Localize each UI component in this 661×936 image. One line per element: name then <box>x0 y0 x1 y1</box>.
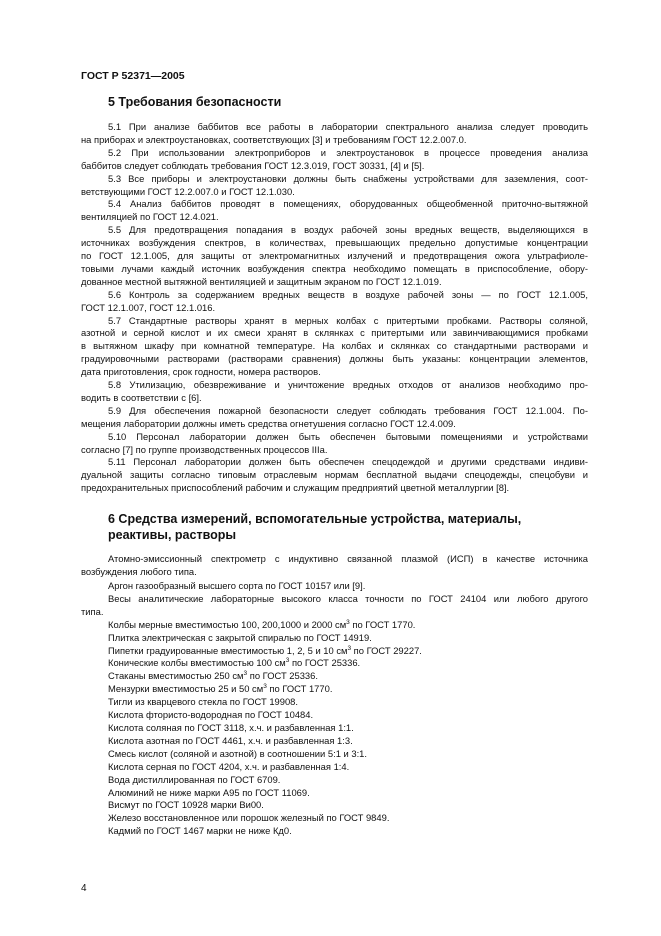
section-6-title-line2: реактивы, растворы <box>108 528 237 542</box>
list-item: Тигли из кварцевого стекла по ГОСТ 19908. <box>108 696 299 708</box>
paragraph-line: ветствующими ГОСТ 12.2.007.0 и ГОСТ 12.1.030. <box>81 185 295 197</box>
list-item: Конические колбы вместимостью 100 $см^3$ по ГОСТ 25336. <box>108 657 361 669</box>
section-5-paragraph <box>81 224 588 289</box>
list-item: Аргон газообразный высшего сорта по ГОСТ 10157 или [9]. <box>108 580 366 591</box>
paragraph-line: 5.9 Для обеспечения пожарной безопасности следует соблюдать требования ГОСТ 12.1.004. По- <box>108 404 588 416</box>
paragraph-line: 5.2 При использовании электроприборов и электроустановок в процессе проведения анализа <box>108 146 588 158</box>
document-header: ГОСТ Р 52371—2005 <box>81 70 185 82</box>
section-5-paragraph <box>81 173 588 199</box>
paragraph-line: вентиляцией по ГОСТ 12.4.021. <box>81 211 219 223</box>
paragraph-line: азотной и серной кислот и их смеси хранят в склянках с притертыми или завинчивающимися пробками <box>81 327 588 339</box>
section-5-title <box>108 94 281 110</box>
list-item: Вода дистиллированная по ГОСТ 6709. <box>108 773 281 785</box>
paragraph-line: на приборах и электроустановках, соответствующих [3] и требованиям ГОСТ 12.2.007.0. <box>81 133 467 145</box>
list-item: Кислота серная по ГОСТ 4204, х.ч. и разбавленная 1:4. <box>108 760 350 772</box>
paragraph-line: 5.3 Все приборы и электроустановки должны быть снабжены устройствами для заземления, соот- <box>108 172 588 184</box>
section-5-paragraph <box>81 121 588 147</box>
list-item: Кислота азотная по ГОСТ 4461, х.ч. и разбавленная 1:3. <box>108 734 353 746</box>
paragraph-line: 5.4 Анализ баббитов проводят в помещениях, оборудованных общеобменной приточно-вытяжной <box>108 198 588 210</box>
paragraph-line: дованное местной вытяжной вентиляцией и защитным экраном по ГОСТ 12.1.019. <box>81 275 442 287</box>
list-item: Плитка электрическая с закрытой спиралью по ГОСТ 14919. <box>108 631 372 643</box>
list-item: Пипетки градуированные вместимостью 1, 2, 5 и 10 $см^3$ по ГОСТ 29227. <box>108 644 422 656</box>
paragraph-line: 5.5 Для предотвращения попадания в воздух рабочей зоны вредных веществ, выделяющихся в <box>108 224 588 236</box>
section-5-paragraph <box>81 315 588 380</box>
list-item: Алюминий не ниже марки А95 по ГОСТ 11069. <box>108 786 310 798</box>
section-5-title-text: 5 Требования безопасности <box>108 95 282 109</box>
section-6-title-line1: 6 Средства измерений, вспомогательные устройства, материалы, <box>108 512 522 526</box>
section-5-paragraph <box>81 431 588 457</box>
paragraph-line: дуальной защиты согласно типовым отраслевым нормам бесплатной выдачи спецодежды, спецобуви и <box>81 469 588 481</box>
list-item: Мензурки вместимостью 25 и 50 $см^3$ по ГОСТ 1770. <box>108 683 333 695</box>
equipment-list <box>81 580 588 838</box>
list-item: Весы аналитические лабораторные высокого класса точности по ГОСТ 24104 или любого другого <box>108 592 588 604</box>
paragraph-line: 5.8 Утилизацию, обезвреживание и уничтожение вредных отходов от анализов необходимо про- <box>108 379 588 390</box>
section-5-paragraph <box>81 456 588 495</box>
list-item: Смесь кислот (соляной и азотной) в соотношении 5:1 и 3:1. <box>108 747 368 759</box>
intro-line: возбуждения любого типа. <box>81 565 197 577</box>
paragraph-line: водить в соответствии с [6]. <box>81 391 202 403</box>
page-number: 4 <box>81 883 87 894</box>
list-item: типа. <box>81 605 104 617</box>
paragraph-line: 5.7 Стандартные растворы хранят в мерных колбах с притертыми пробками. Растворы соляной, <box>108 314 588 326</box>
paragraph-line: источниках возбуждения спектров, в количествах, превышающих предельно допустимые концентрации <box>81 237 588 249</box>
paragraph-line: согласно [7] по группе производственных процессов IIIа. <box>81 443 328 455</box>
list-item: Кислота соляная по ГОСТ 3118, х.ч. и разбавленная 1:1. <box>108 721 354 733</box>
paragraph-line: 5.10 Персонал лаборатории должен быть обеспечен бытовыми помещениями и устройствами <box>108 430 588 442</box>
section-5-paragraph <box>81 289 588 315</box>
section-5-paragraph <box>81 379 588 405</box>
list-item: Висмут по ГОСТ 10928 марки Ви00. <box>108 799 264 811</box>
paragraph-line: градуировочными растворами (растворами сравнения) должны быть указаны: концентрации элементов, <box>81 353 588 365</box>
list-item: Железо восстановленное или порошок железный по ГОСТ 9849. <box>108 812 390 824</box>
list-item: Кадмий по ГОСТ 1467 марки не ниже Кд0. <box>108 825 292 837</box>
intro-line: Атомно-эмиссионный спектрометр с индуктивно связанной плазмой (ИСП) в качестве источника <box>108 553 588 564</box>
list-item: Кислота фтористо-водородная по ГОСТ 10484. <box>108 709 314 721</box>
paragraph-line: ГОСТ 12.1.007, ГОСТ 12.1.016. <box>81 301 216 313</box>
section-5-paragraph <box>81 405 588 431</box>
list-item: Стаканы вместимостью 250 $см^3$ по ГОСТ 25336. <box>108 670 318 682</box>
paragraph-line: предохранительных приспособлений рабочим и служащим предприятий цветной металлургии [8]. <box>81 482 510 494</box>
list-item: Колбы мерные вместимостью 100, 200,1000 и 2000 $см^3$ по ГОСТ 1770. <box>108 618 416 630</box>
paragraph-line: 5.1 При анализе баббитов все работы в лаборатории спектрального анализа следует проводить <box>108 121 588 132</box>
section-5-paragraph <box>81 198 588 224</box>
paragraph-line: в вытяжном шкафу при комнатной температуре. На колбах и склянках со стандартными растворами и <box>81 340 588 352</box>
paragraph-line: мещения лаборатории должны иметь средства огнетушения согласно ГОСТ 12.4.009. <box>81 417 456 429</box>
paragraph-line: 5.11 Персонал лаборатории должен быть обеспечен спецодеждой и другими средствами индиви- <box>108 456 588 468</box>
section-5-paragraph <box>81 147 588 173</box>
section-6-title <box>108 511 521 543</box>
section-6-intro <box>81 553 588 579</box>
paragraph-line: дата приготовления, срок годности, номера растворов. <box>81 366 321 378</box>
paragraph-line: баббитов следует соблюдать требования ГОСТ 12.3.019, ГОСТ 30331, [4] и [5]. <box>81 159 425 171</box>
paragraph-line: 5.6 Контроль за содержанием вредных веществ в воздухе рабочей зоны — по ГОСТ 12.1.005, <box>108 288 588 300</box>
paragraph-line: товыми лучами каждый источник возбуждения спектра необходимо помещать в приспособление, обору- <box>81 262 588 274</box>
paragraph-line: по ГОСТ 12.1.005, для защиты от электромагнитных излучений и предотвращения ожога ультрафиоле- <box>81 250 588 261</box>
